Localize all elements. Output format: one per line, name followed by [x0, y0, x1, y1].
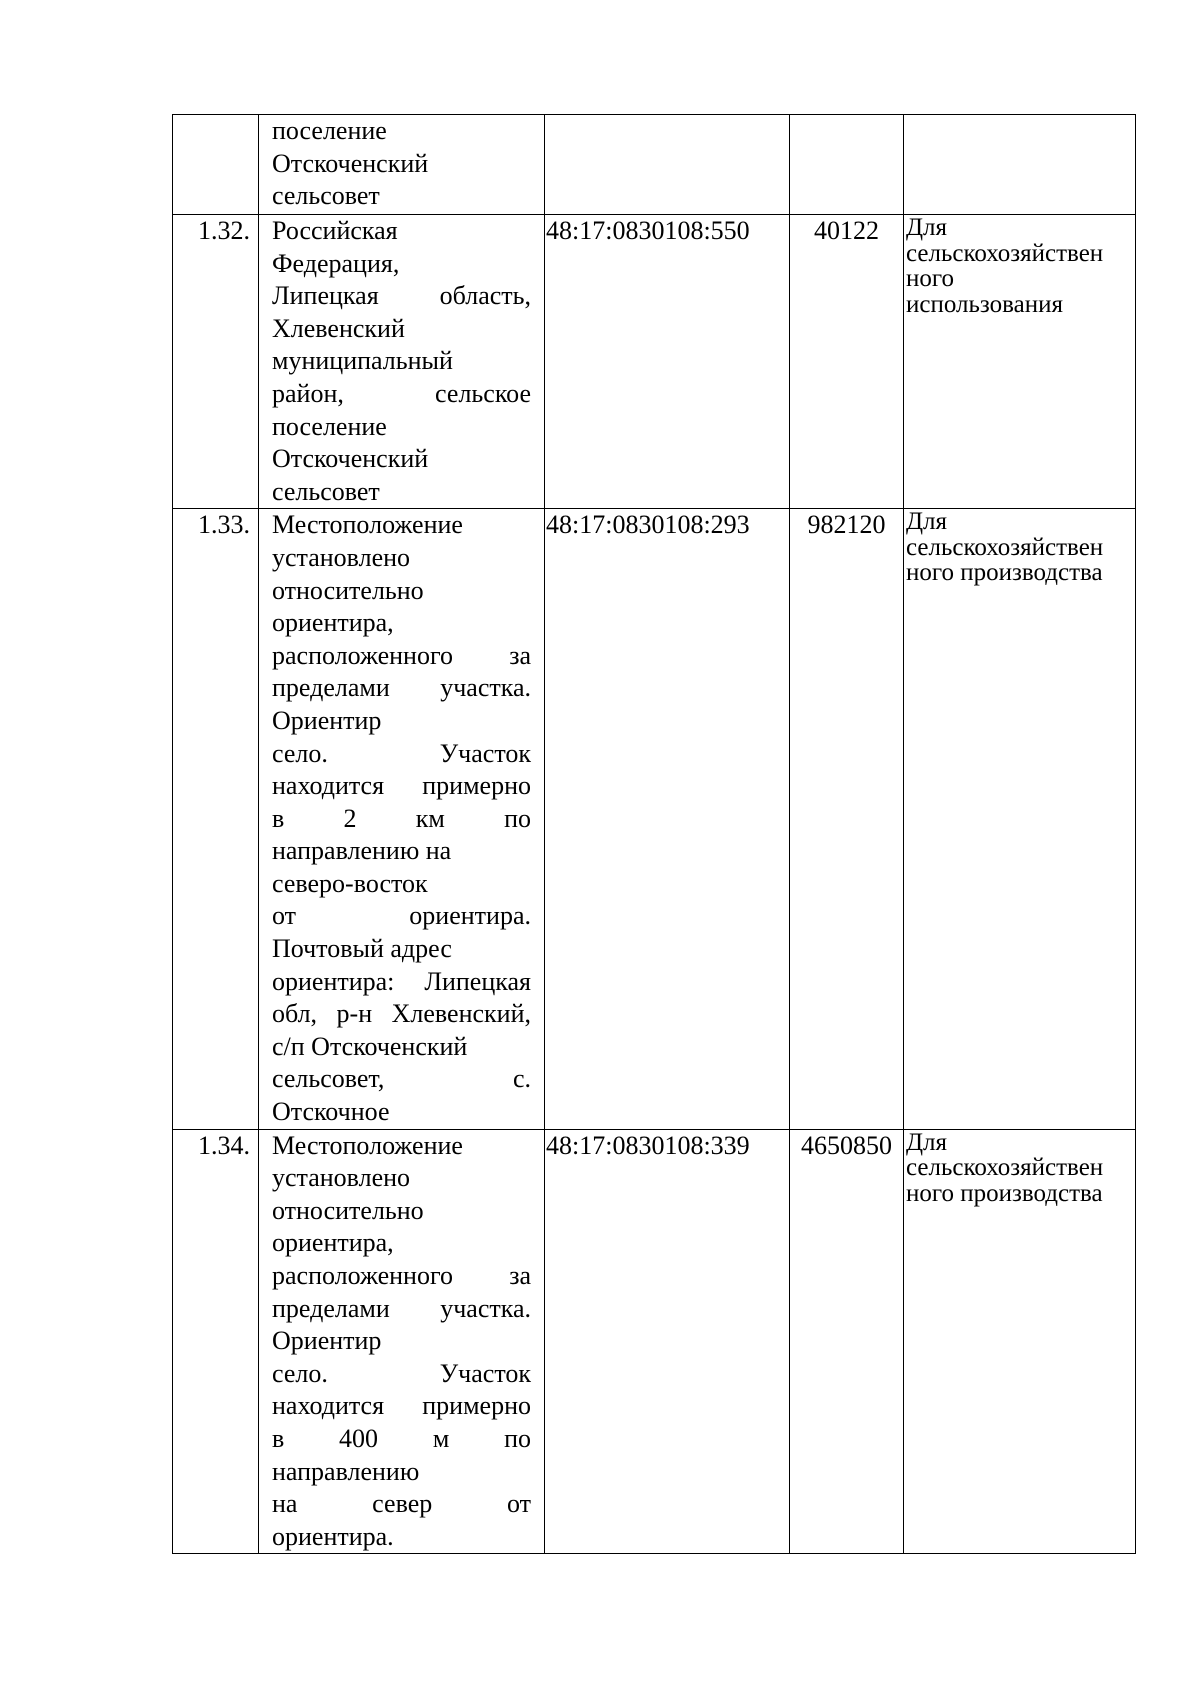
address-line: Ориентир: [272, 705, 382, 735]
address-line: расположенного за: [272, 1261, 531, 1290]
address-line: на север от: [272, 1489, 531, 1519]
land-plots-table-body: [173, 115, 1136, 1554]
address-line: Ориентир: [272, 1326, 382, 1356]
cadastral-number-cell: 48:17:0830108:339: [545, 1129, 790, 1554]
row-number-cell: 1.32.: [173, 215, 259, 509]
address-line: Местоположение: [272, 510, 463, 540]
address-cell: [259, 115, 545, 215]
address-line: ориентира,: [272, 1228, 394, 1258]
address-line: обл, р-н Хлевенский,: [272, 999, 531, 1029]
address-line: относительно: [272, 575, 424, 605]
address-line: ориентира: Липецкая: [272, 966, 531, 996]
address-line: расположенного за: [272, 640, 531, 670]
address-line: в 400 м по: [272, 1423, 531, 1453]
row-number-cell: [173, 115, 259, 215]
land-plots-table: [172, 114, 1136, 1554]
address-line: Отскоченский: [272, 148, 429, 178]
permitted-use-cell: [904, 1129, 1136, 1554]
cadastral-number-cell: 48:17:0830108:293: [545, 509, 790, 1129]
address-line: находится примерно: [272, 1391, 531, 1421]
address-line: поселение: [272, 411, 387, 441]
address-line: направлению: [272, 1456, 420, 1486]
table-row: [173, 1129, 1136, 1554]
row-number-cell: 1.34.: [173, 1129, 259, 1554]
address-line: пределами участка.: [272, 1293, 531, 1323]
address-line: находится примерно: [272, 771, 531, 801]
address-line: сельсовет: [272, 476, 380, 506]
address-line: Отскочное: [272, 1097, 390, 1127]
table-row: [173, 509, 1136, 1129]
address-line: село. Участок: [272, 738, 531, 768]
permitted-use-cell: [904, 115, 1136, 215]
permitted-use-line: сельскохозяйствен: [906, 533, 1104, 561]
address-line: поселение: [272, 116, 387, 145]
address-line: ориентира.: [272, 1521, 394, 1551]
area-cell: 40122: [790, 215, 904, 509]
cadastral-number-cell: [545, 115, 790, 215]
address-line: сельсовет, с.: [272, 1064, 531, 1094]
area-cell: 4650850: [790, 1129, 904, 1554]
address-line: установлено: [272, 542, 411, 572]
permitted-use-cell: [904, 215, 1136, 509]
cadastral-number-cell: 48:17:0830108:550: [545, 215, 790, 509]
address-cell: [259, 215, 545, 509]
address-line: с/п Отскоченский: [272, 1031, 468, 1061]
permitted-use-line: Для: [906, 1128, 948, 1156]
address-line: Российская: [272, 216, 398, 245]
permitted-use-line: Для: [906, 214, 948, 241]
area-cell: [790, 115, 904, 215]
permitted-use-line: использования: [906, 290, 1063, 318]
address-line: Отскоченский: [272, 444, 429, 474]
row-number-cell: 1.33.: [173, 509, 259, 1129]
address-cell: [259, 1129, 545, 1554]
permitted-use-line: ного производства: [906, 559, 1103, 587]
address-line: Хлевенский: [272, 313, 405, 343]
area-cell: 982120: [790, 509, 904, 1129]
table-row: [173, 115, 1136, 215]
permitted-use-cell: [904, 509, 1136, 1129]
address-line: муниципальный: [272, 346, 453, 376]
address-line: сельсовет: [272, 181, 380, 211]
permitted-use-line: сельскохозяйствен: [906, 1154, 1104, 1182]
address-line: Федерация,: [272, 248, 400, 278]
address-line: Почтовый адрес: [272, 934, 452, 964]
address-line: район, сельское: [272, 378, 531, 408]
address-line: северо-восток: [272, 868, 428, 898]
address-line: Местоположение: [272, 1130, 463, 1160]
address-line: относительно: [272, 1195, 424, 1225]
permitted-use-line: ного: [906, 265, 955, 292]
address-line: направлению на: [272, 836, 452, 866]
address-cell: [259, 509, 545, 1129]
address-line: Липецкая область,: [272, 281, 531, 311]
address-line: ориентира,: [272, 608, 394, 638]
address-line: от ориентира.: [272, 901, 531, 931]
table-row: [173, 215, 1136, 509]
address-line: пределами участка.: [272, 673, 531, 703]
permitted-use-line: ного производства: [906, 1179, 1103, 1207]
permitted-use-line: сельскохозяйствен: [906, 239, 1104, 267]
address-line: в 2 км по: [272, 803, 531, 833]
permitted-use-line: Для: [906, 508, 948, 536]
address-line: установлено: [272, 1163, 411, 1193]
address-line: село. Участок: [272, 1358, 531, 1388]
